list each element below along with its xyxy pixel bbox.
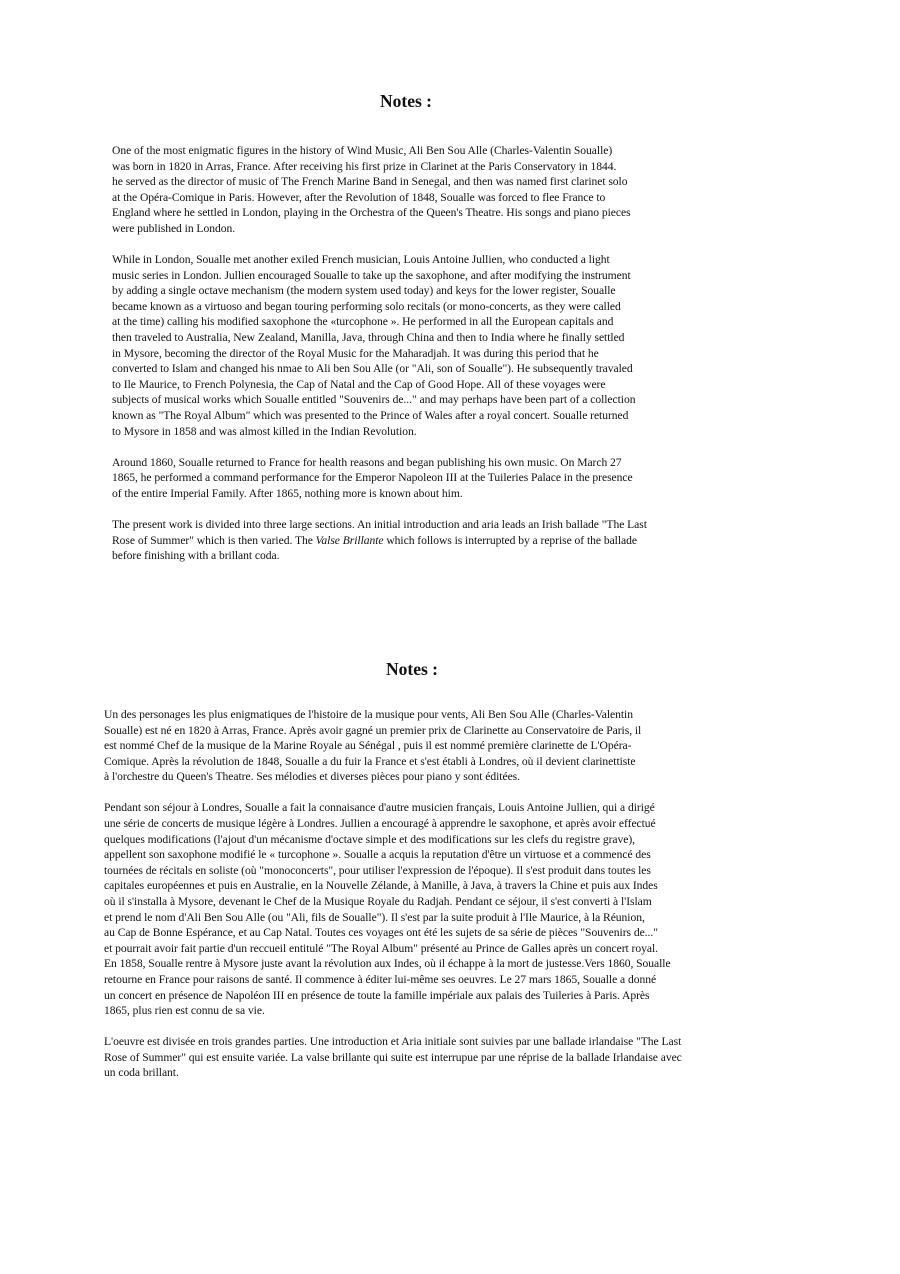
english-paragraph-1: [112, 143, 744, 237]
text-line: in Mysore, becoming the director of the Royal Music for the Maharadjah. It was during this period that he: [112, 346, 599, 360]
text-line: capitales européennes et puis en Australie, en la Nouvelle Zélande, à Manille, à Java, à travers la Chine et puis aux Indes: [104, 879, 658, 893]
text-line: Pendant son séjour à Londres, Soualle a fait la connaisance d'autre musicien français, Louis Antoine Jullien, qui a dirigé: [104, 801, 655, 815]
text-line: at the time) calling his modified saxophone the «turcophone ». He performed in all the European capitals and: [112, 315, 614, 329]
text-line: by adding a single octave mechanism (the modern system used today) and keys for the lower register, Soualle: [112, 284, 616, 298]
text-segment: Rose of Summer" which is then varied. The: [112, 533, 316, 547]
text-line: L'oeuvre est divisée en trois grandes parties. Une introduction et Aria initiale sont suivies par une ballade irlandaise "The Last: [104, 1035, 682, 1049]
text-line: 1865, plus rien est connu de sa vie.: [104, 1004, 265, 1018]
english-notes-heading: Notes :: [380, 91, 432, 111]
text-line: subjects of musical works which Soualle entitled "Souvenirs de..." and may perhaps have been part of a collection: [112, 393, 636, 407]
text-line: un concert en présence de Napoléon III en présence de toute la famille impériale aux palais des Tuileries à Paris. Après: [104, 988, 650, 1002]
text-line: of the entire Imperial Family. After 1865, nothing more is known about him.: [112, 486, 463, 500]
french-paragraph-1: [104, 707, 772, 785]
text-line: et pourrait avoir fait partie d'un reccueil entitulé "The Royal Album" présenté au Prince de Galles après un concert royal.: [104, 941, 658, 955]
text-line: [112, 533, 744, 549]
text-line: Rose of Summer" qui est ensuite variée. La valse brillante qui suite est interrupue par une réprise de la ballade Irlandaise avec: [104, 1050, 682, 1064]
text-line: converted to Islam and changed his nmae to Ali ben Sou Alle (or "Ali, son of Soualle"). He subsequently travaled: [112, 362, 633, 376]
work-title-italic: Valse Brillante: [315, 533, 384, 547]
text-line: Soualle) est né en 1820 à Arras, France. Après avoir gagné un premier prix de Clarinette au Conservatoire de Paris, il: [104, 723, 642, 737]
text-line: quelques modifications (l'ajout d'un mécanisme d'octave simple et des modifications sur les clefs du registre grave),: [104, 832, 636, 846]
text-line: une série de concerts de musique légère à Londres. Jullien a encouragé à apprendre le saxophone, et après avoir effectué: [104, 817, 656, 831]
text-line: à l'orchestre du Queen's Theatre. Ses mélodies et diverses pièces pour piano y sont éditées.: [104, 770, 520, 784]
english-paragraph-2: [112, 252, 744, 439]
text-line: to Ile Maurice, to French Polynesia, the Cap of Natal and the Cap of Good Hope. All of these voyages were: [112, 377, 606, 391]
french-paragraph-2: [104, 800, 772, 1018]
text-line: One of the most enigmatic figures in the history of Wind Music, Ali Ben Sou Alle (Charles-Valentin Soualle): [112, 144, 613, 157]
text-segment: which follows is interrupted by a reprise of the ballade: [383, 533, 637, 547]
text-line: England where he settled in London, playing in the Orchestra of the Queen's Theatre. His songs and piano pieces: [112, 206, 631, 220]
text-line: became known as a virtuoso and began touring performing solo recitals (or mono-concerts, as they were called: [112, 299, 621, 313]
english-paragraph-4: [112, 517, 744, 564]
text-line: appellent son saxophone modifié le « turcophone ». Soualle a acquis la reputation d'être un virtuose et a commencé des: [104, 848, 651, 862]
text-line: at the Opéra-Comique in Paris. However, after the Revolution of 1848, Soualle was forced to flee France to: [112, 190, 606, 204]
text-line: to Mysore in 1858 and was almost killed in the Indian Revolution.: [112, 424, 417, 438]
text-line: tournées de récitals en soliste (où "monoconcerts", pour utiliser l'expression de l'époque). Il s'est produit dans toutes les: [104, 863, 651, 877]
text-line: were published in London.: [112, 221, 236, 235]
text-line: known as "The Royal Album" which was presented to the Prince of Wales after a royal concert. Soualle returned: [112, 409, 629, 422]
text-line: While in London, Soualle met another exiled French musician, Louis Antoine Jullien, who conducted a light: [112, 253, 610, 267]
text-line: où il s'installa à Mysore, devenant le Chef de la Musique Royale du Radjah. Pendant ce séjour, il s'est converti à l'Islam: [104, 895, 652, 909]
text-line: En 1858, Soualle rentre à Mysore juste avant la révolution aux Indes, où il échappe à la mort de justesse.Vers 1860, Soualle: [104, 957, 671, 971]
text-line: then traveled to Australia, New Zealand, Manilla, Java, through China and then to India where he finally settled: [112, 331, 625, 345]
french-paragraph-3: [104, 1034, 772, 1081]
english-notes-body: [112, 143, 744, 579]
text-line: before finishing with a brillant coda.: [112, 549, 280, 563]
french-notes-heading: Notes :: [386, 659, 438, 679]
text-line: 1865, he performed a command performance for the Emperor Napoleon III at the Tuileries Palace in the presence: [112, 471, 633, 485]
text-line: et prend le nom d'Ali Ben Sou Alle (ou "Ali, fils de Soualle"). Il s'est par la suite produit à l'Ile Maurice, à la Réunion,: [104, 910, 645, 924]
french-notes-body: [104, 707, 772, 1097]
english-paragraph-3: [112, 455, 744, 502]
text-line: music series in London. Jullien encouraged Soualle to take up the saxophone, and after modifying the instrument: [112, 268, 631, 282]
text-line: he served as the director of music of The French Marine Band in Senegal, and then was named first clarinet solo: [112, 175, 628, 189]
text-line: un coda brillant.: [104, 1066, 179, 1080]
text-line: Comique. Après la révolution de 1848, Soualle a du fuir la France et s'est établi à Londres, où il devient clarinettiste: [104, 754, 636, 768]
text-line: was born in 1820 in Arras, France. After receiving his first prize in Clarinet at the Paris Conservatory in 1844.: [112, 159, 617, 173]
text-line: The present work is divided into three large sections. An initial introduction and aria leads an Irish ballade "The Last: [112, 517, 647, 531]
text-line: Un des personages les plus enigmatiques de l'histoire de la musique pour vents, Ali Ben Sou Alle (Charles-Valentin: [104, 708, 633, 721]
text-line: retourne en France pour raisons de santé. Il commence à éditer lui-même ses oeuvres. Le 27 mars 1865, Soualle a donné: [104, 973, 657, 986]
text-line: est nommé Chef de la musique de la Marine Royale au Sénégal , puis il est nommé première clarinette de L'Opéra-: [104, 739, 632, 753]
text-line: au Cap de Bonne Espérance, et au Cap Natal. Toutes ces voyages ont été les sujets de sa série de pièces "Souvenirs de...": [104, 926, 658, 940]
text-line: Around 1860, Soualle returned to France for health reasons and began publishing his own music. On March 27: [112, 455, 622, 469]
